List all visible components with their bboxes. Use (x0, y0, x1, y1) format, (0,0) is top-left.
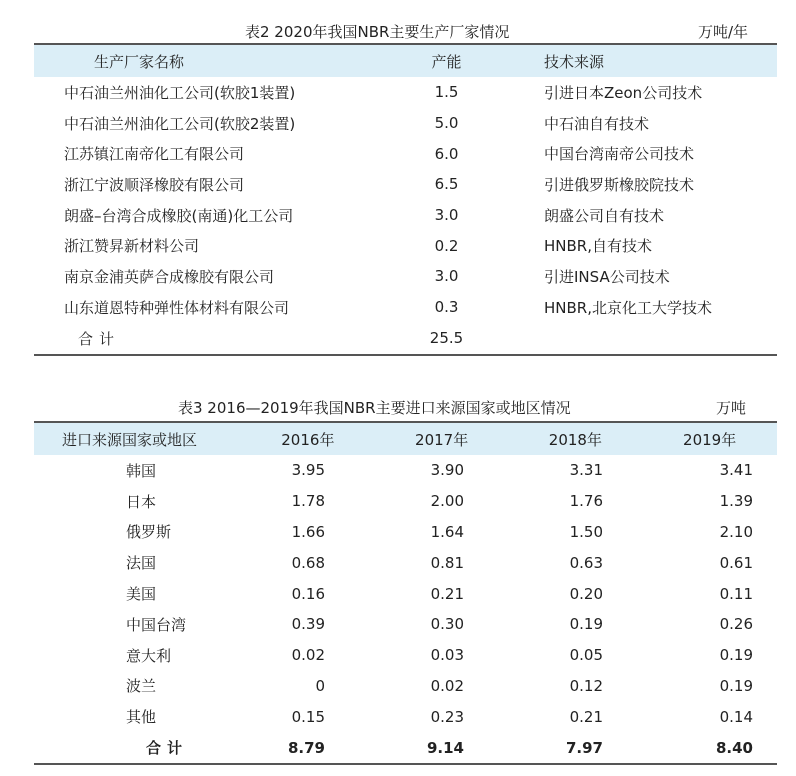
cell-manufacturer: 南京金浦英萨合成橡胶有限公司 (64, 267, 275, 286)
cell-2018: 0.20 (569, 584, 603, 603)
cell-2017: 0.03 (430, 646, 464, 665)
cell-2018: 0.19 (569, 615, 603, 634)
table3-header-row (34, 423, 777, 455)
table2-total-capacity: 25.5 (429, 329, 464, 347)
table3-total-2017: 9.14 (426, 738, 464, 757)
table3-total-2018: 7.97 (565, 738, 603, 757)
cell-2016: 0 (315, 676, 325, 695)
table-row (34, 578, 777, 609)
cell-2018: 1.76 (569, 492, 603, 511)
table3-header-2017: 2017年 (415, 430, 469, 449)
table-row (34, 701, 777, 732)
cell-capacity: 1.5 (434, 83, 459, 102)
cell-2019: 0.11 (719, 584, 753, 603)
table2-total-row (34, 323, 777, 354)
cell-2016: 0.68 (291, 553, 325, 572)
cell-region: 俄罗斯 (126, 523, 172, 542)
cell-2019: 3.41 (719, 461, 753, 480)
table3-total-row (34, 732, 777, 763)
cell-manufacturer: 山东道恩特种弹性体材料有限公司 (64, 298, 290, 317)
cell-region: 中国台湾 (126, 615, 187, 634)
table-row (34, 517, 777, 548)
cell-tech-source: HNBR,自有技术 (544, 237, 652, 256)
cell-2019: 0.14 (719, 707, 753, 726)
cell-capacity: 0.2 (434, 236, 459, 255)
table2-total-label: 合计 (78, 329, 121, 348)
table3-caption: 表3 2016—2019年我国NBR主要进口来源国家或地区情况 (178, 399, 571, 417)
cell-region: 其他 (126, 708, 157, 727)
cell-2016: 1.78 (291, 492, 325, 511)
cell-2016: 0.15 (291, 707, 325, 726)
table-row (34, 486, 777, 517)
table-row (34, 455, 777, 486)
table-row (34, 77, 777, 108)
cell-capacity: 3.0 (434, 267, 459, 286)
cell-2019: 0.26 (719, 615, 753, 634)
cell-manufacturer: 中石油兰州油化工公司(软胶2装置) (64, 114, 296, 133)
cell-tech-source: 引进INSA公司技术 (544, 267, 670, 286)
cell-region: 意大利 (126, 646, 172, 665)
cell-2017: 3.90 (430, 461, 464, 480)
cell-region: 法国 (126, 554, 157, 573)
table3-body (34, 455, 777, 732)
table3-header-2018: 2018年 (548, 430, 602, 449)
table3-total-2016: 8.79 (287, 738, 325, 757)
cell-2017: 1.64 (430, 522, 464, 541)
cell-manufacturer: 中石油兰州油化工公司(软胶1装置) (64, 83, 296, 102)
cell-capacity: 0.3 (434, 298, 459, 317)
cell-2017: 0.21 (430, 584, 464, 603)
cell-manufacturer: 朗盛–台湾合成橡胶(南通)化工公司 (64, 206, 294, 225)
table-row (34, 108, 777, 139)
table3-header-region: 进口来源国家或地区 (62, 430, 198, 449)
table2-header-tech: 技术来源 (544, 52, 605, 71)
cell-2018: 0.21 (569, 707, 603, 726)
table-row (34, 261, 777, 292)
table-row (34, 200, 777, 231)
cell-tech-source: HNBR,北京化工大学技术 (544, 298, 712, 317)
cell-2019: 2.10 (719, 522, 753, 541)
cell-capacity: 3.0 (434, 206, 459, 225)
table2-header-capacity: 产能 (431, 52, 462, 71)
cell-2019: 1.39 (719, 492, 753, 511)
table3-header-2019: 2019年 (683, 430, 737, 449)
table-row (34, 169, 777, 200)
cell-2019: 0.19 (719, 676, 753, 695)
table3 (34, 421, 777, 765)
cell-tech-source: 引进俄罗斯橡胶院技术 (544, 175, 695, 194)
table2 (34, 43, 777, 356)
table2-header-row (34, 45, 777, 77)
cell-2018: 3.31 (569, 461, 603, 480)
table2-header-name: 生产厂家名称 (94, 52, 185, 71)
cell-region: 韩国 (126, 461, 157, 480)
cell-capacity: 5.0 (434, 114, 459, 133)
cell-tech-source: 引进日本Zeon公司技术 (544, 83, 703, 102)
cell-2016: 0.16 (291, 584, 325, 603)
cell-2019: 0.19 (719, 646, 753, 665)
table-row (34, 609, 777, 640)
cell-2018: 0.12 (569, 676, 603, 695)
cell-tech-source: 朗盛公司自有技术 (544, 206, 665, 225)
table-row (34, 230, 777, 261)
cell-2018: 0.05 (569, 646, 603, 665)
cell-2017: 0.81 (430, 553, 464, 572)
table3-total-2019: 8.40 (715, 738, 753, 757)
cell-2019: 0.61 (719, 553, 753, 572)
table2-caption: 表2 2020年我国NBR主要生产厂家情况 (245, 23, 510, 41)
table-row (34, 547, 777, 578)
cell-2017: 0.02 (430, 676, 464, 695)
table-row (34, 292, 777, 323)
cell-tech-source: 中石油自有技术 (544, 114, 650, 133)
table2-unit: 万吨/年 (698, 23, 749, 41)
table2-bottom-rule (34, 354, 777, 356)
cell-manufacturer: 浙江宁波顺泽橡胶有限公司 (64, 175, 245, 194)
table3-header-2016: 2016年 (281, 430, 335, 449)
cell-tech-source: 中国台湾南帝公司技术 (544, 145, 695, 164)
cell-manufacturer: 浙江赞昇新材料公司 (64, 237, 200, 256)
cell-capacity: 6.0 (434, 144, 459, 163)
cell-2017: 0.30 (430, 615, 464, 634)
cell-region: 日本 (126, 492, 157, 511)
cell-2016: 0.02 (291, 646, 325, 665)
table-row (34, 138, 777, 169)
cell-2017: 0.23 (430, 707, 464, 726)
cell-2016: 0.39 (291, 615, 325, 634)
cell-region: 波兰 (126, 677, 157, 696)
table3-total-label: 合计 (146, 739, 189, 758)
cell-2016: 3.95 (291, 461, 325, 480)
table3-bottom-rule (34, 763, 777, 765)
cell-region: 美国 (126, 585, 157, 604)
cell-manufacturer: 江苏镇江南帝化工有限公司 (64, 145, 245, 164)
cell-2017: 2.00 (430, 492, 464, 511)
cell-2018: 1.50 (569, 522, 603, 541)
table3-unit: 万吨 (716, 399, 747, 417)
cell-2016: 1.66 (291, 522, 325, 541)
cell-2018: 0.63 (569, 553, 603, 572)
table-row (34, 671, 777, 702)
table2-body (34, 77, 777, 323)
cell-capacity: 6.5 (434, 175, 459, 194)
table-row (34, 640, 777, 671)
